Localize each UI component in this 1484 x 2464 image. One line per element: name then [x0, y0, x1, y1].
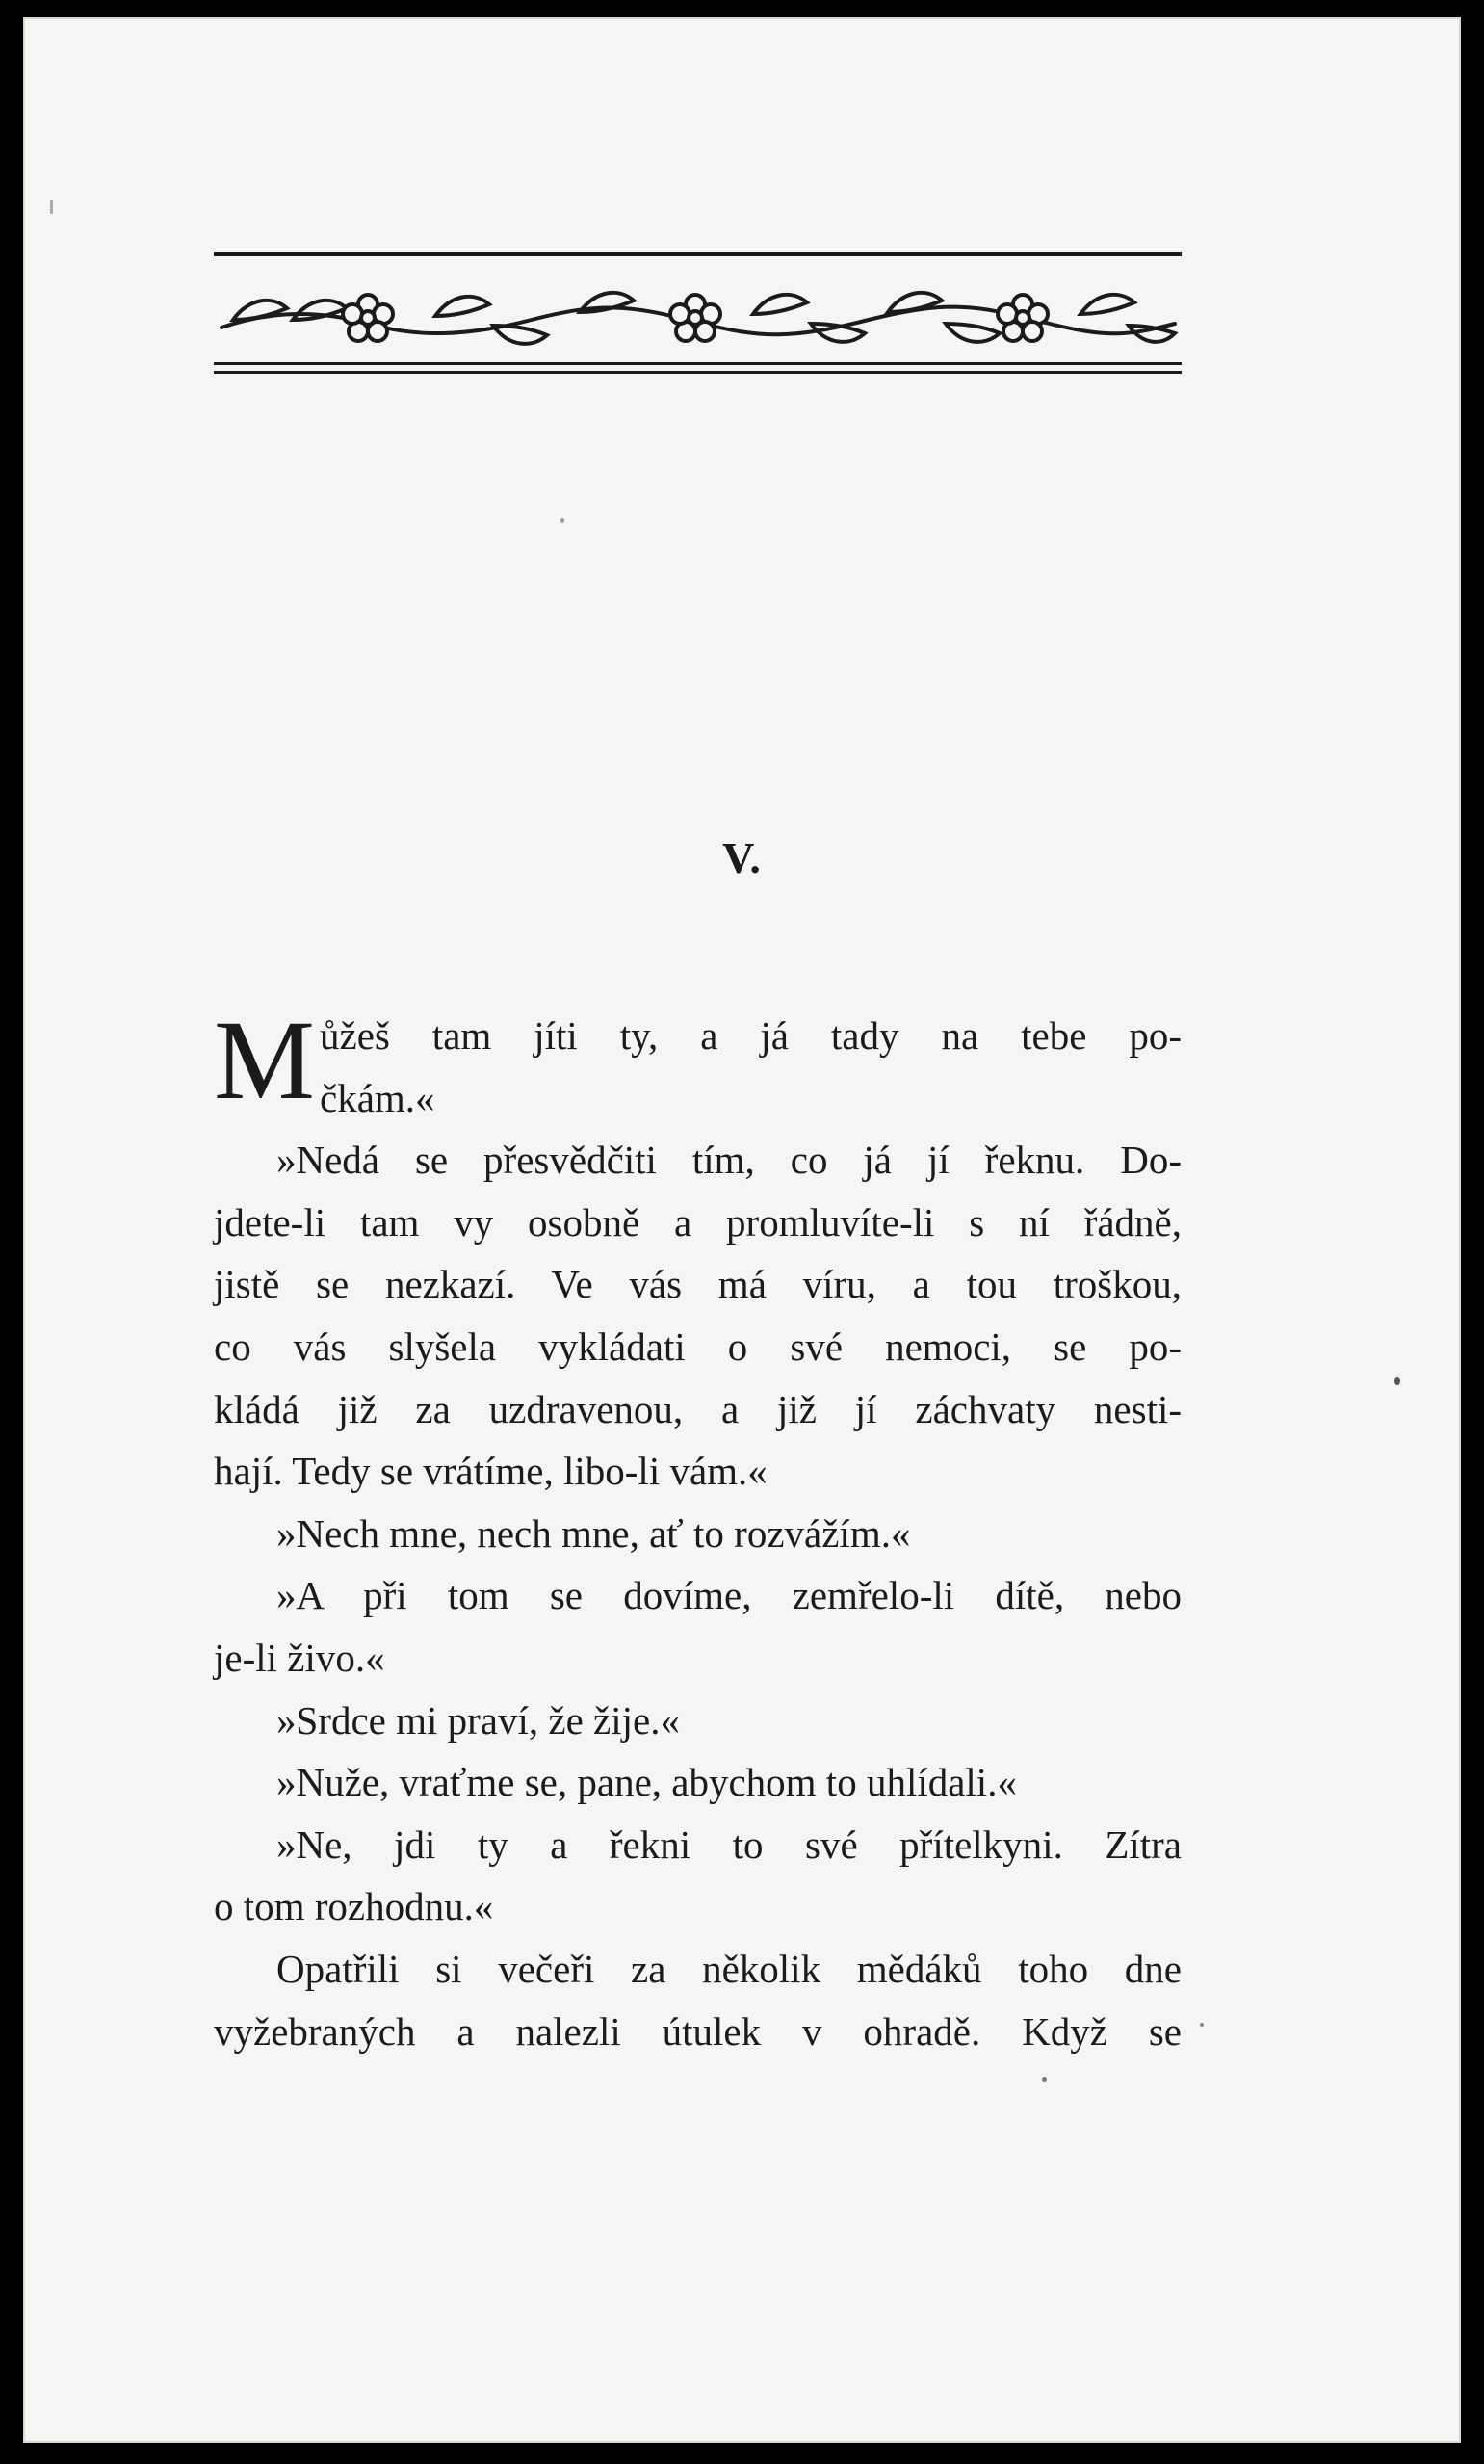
text-line: kládá již za uzdravenou, a již jí záchvaty nesti-	[214, 1386, 1182, 1431]
text-line: »Nuže, vraťme se, pane, abychom to uhlídali.«	[276, 1760, 1017, 1805]
text-line: jdete-li tam vy osobně a promluvíte-li s ní řádně,	[214, 1199, 1182, 1245]
text-line: je-li živo.«	[214, 1635, 385, 1680]
text-line: »Ne, jdi ty a řekni to své přítelkyni. Zítra	[276, 1822, 1182, 1867]
text-line: čkám.«	[320, 1075, 435, 1120]
text-line: jistě se nezkazí. Ve vás má víru, a tou troškou,	[214, 1262, 1182, 1307]
text-line: ůžeš tam jíti ty, a já tady na tebe po-	[320, 1013, 1182, 1058]
text-line: Opatřili si večeři za několik mědáků toho dne	[276, 1946, 1182, 1991]
floral-vine-ornament-icon	[214, 252, 1182, 383]
body-text	[214, 997, 1182, 2062]
text-line: »A při tom se dovíme, zemřelo-li dítě, nebo	[276, 1573, 1182, 1618]
text-line: »Nech mne, nech mne, ať to rozvážím.«	[276, 1510, 911, 1556]
text-line: co vás slyšela vykládati o své nemoci, se po-	[214, 1324, 1182, 1369]
text-line: »Nedá se přesvědčiti tím, co já jí řeknu. Do-	[276, 1138, 1182, 1183]
chapter-heading: V.	[722, 833, 762, 882]
drop-cap: M	[214, 997, 315, 1123]
ink-speck	[50, 200, 53, 214]
book-page	[23, 17, 1461, 2443]
text-line: »Srdce mi praví, že žije.«	[276, 1697, 680, 1743]
text-line: vyžebraných a nalezli útulek v ohradě. Když se	[214, 2008, 1182, 2054]
ink-speck	[1200, 2023, 1204, 2027]
ink-speck	[1042, 2077, 1047, 2082]
ink-speck	[1394, 1377, 1400, 1385]
ink-speck	[560, 518, 564, 523]
text-line: hají. Tedy se vrátíme, libo-li vám.«	[214, 1449, 768, 1494]
text-line: o tom rozhodnu.«	[214, 1884, 494, 1929]
